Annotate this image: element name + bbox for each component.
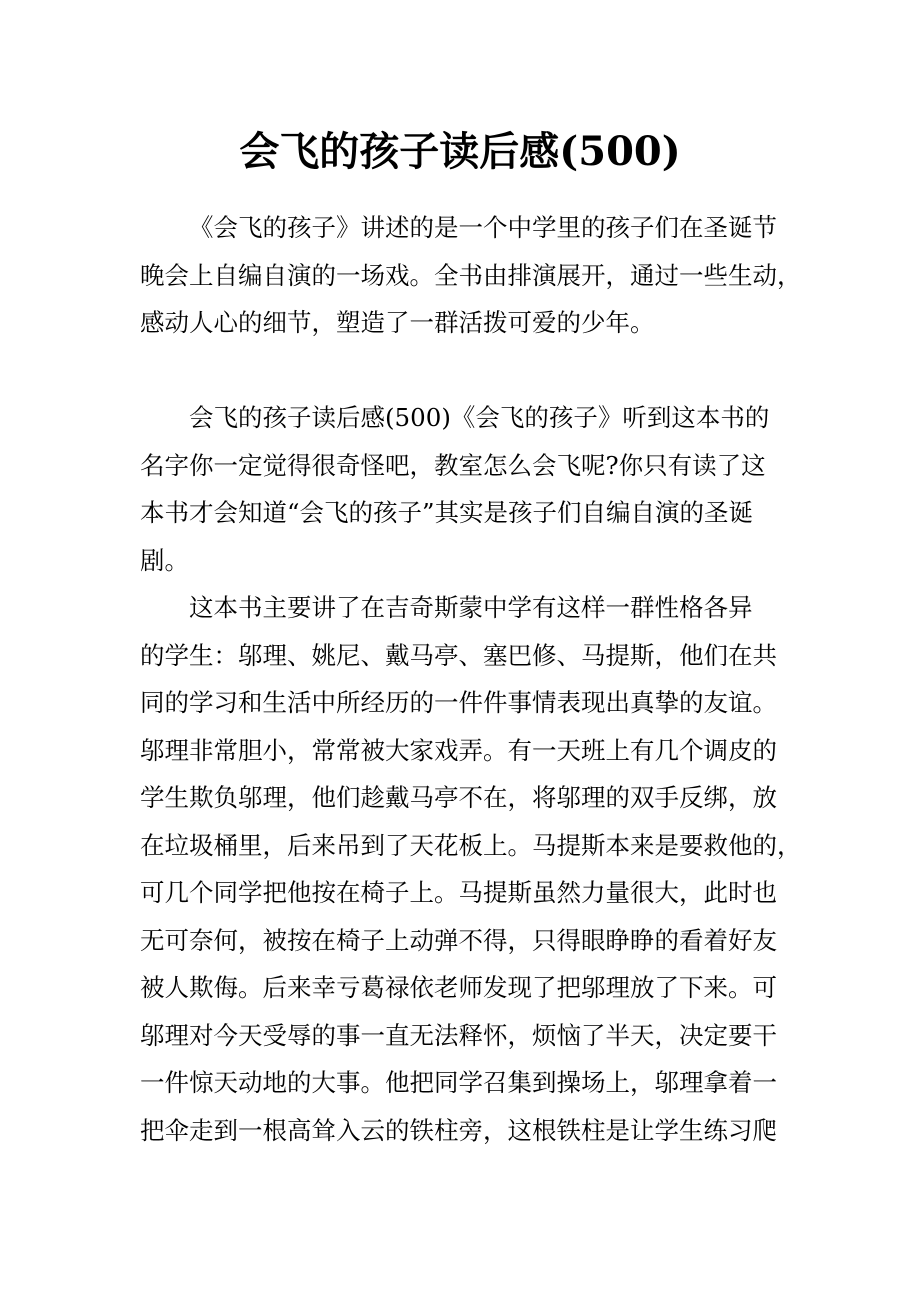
paragraph-line: 感动人心的细节，塑造了一群活拨可爱的少年。: [140, 308, 655, 337]
paragraph-line: 学生欺负邬理，他们趁戴马亭不在，将邬理的双手反绑，放: [140, 783, 777, 812]
paragraph-3: [140, 584, 802, 1154]
paragraph-line: 无可奈何，被按在椅子上动弹不得，只得眼睁睁的看着好友: [140, 925, 777, 955]
paragraph-line: 同的学习和生活中所经历的一件件事情表现出真挚的友谊。: [140, 688, 777, 717]
paragraph-line: 剧。: [140, 545, 189, 575]
paragraph-line: 会飞的孩子读后感(500)《会飞的孩子》听到这本书的: [189, 403, 770, 432]
paragraph-1: [140, 204, 802, 347]
paragraph-line: 这本书主要讲了在吉奇斯蒙中学有这样一群性格各异: [189, 593, 753, 622]
paragraph-line: 名字你一定觉得很奇怪吧，教室怎么会飞呢?你只有读了这: [140, 450, 766, 480]
paragraph-line: 可几个同学把他按在椅子上。马提斯虽然力量很大，此时也: [140, 878, 777, 907]
paragraph-line: 一件惊天动地的大事。他把同学召集到操场上，邬理拿着一: [140, 1068, 777, 1097]
paragraph-line: 邬理非常胆小，常常被大家戏弄。有一天班上有几个调皮的: [140, 735, 777, 765]
paragraph-line: 把伞走到一根高耸入云的铁柱旁，这根铁柱是让学生练习爬: [140, 1115, 777, 1145]
paragraph-line: 晚会上自编自演的一场戏。全书由排演展开，通过一些生动，: [140, 260, 802, 290]
paragraph-2: [140, 394, 790, 584]
paragraph-line: 的学生：邬理、姚尼、戴马亭、塞巴修、马提斯，他们在共: [140, 640, 777, 670]
paragraph-line: 邬理对今天受辱的事一直无法释怀，烦恼了半天，决定要干: [140, 1020, 777, 1050]
paragraph-line: 被人欺侮。后来幸亏葛禄依老师发现了把邬理放了下来。可: [140, 973, 777, 1002]
document-title: 会飞的孩子读后感(500): [239, 128, 681, 175]
paragraph-line: 本书才会知道“会飞的孩子”其实是孩子们自编自演的圣诞: [140, 498, 754, 527]
paragraph-line: 《会飞的孩子》讲述的是一个中学里的孩子们在圣诞节: [189, 213, 777, 242]
paragraph-line: 在垃圾桶里，后来吊到了天花板上。马提斯本来是要救他的，: [140, 830, 802, 860]
